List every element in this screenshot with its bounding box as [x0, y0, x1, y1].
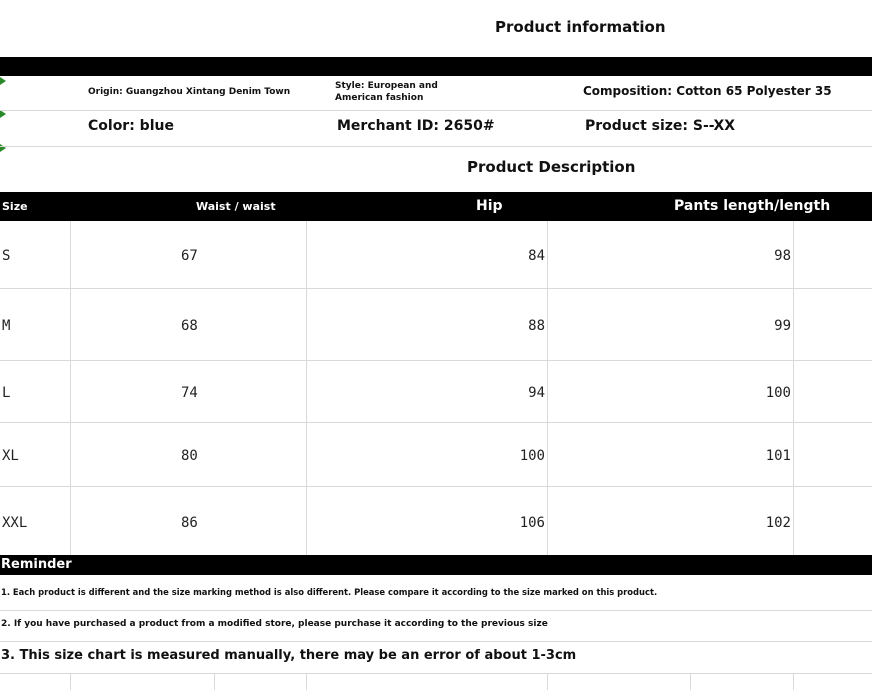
size-cell: M — [2, 318, 11, 334]
green-marker — [0, 77, 6, 85]
color-text: Color: blue — [88, 118, 174, 134]
header-waist: Waist / waist — [196, 200, 276, 213]
hip-cell: 94 — [528, 385, 545, 401]
grid-line — [70, 221, 71, 555]
reminder-divider — [0, 610, 872, 611]
size-cell: L — [2, 385, 11, 401]
reminder-divider — [0, 673, 872, 674]
waist-cell: 86 — [181, 515, 198, 531]
header-pants-length: Pants length/length — [674, 198, 831, 214]
reminder-bar — [0, 555, 872, 575]
hip-cell: 84 — [528, 248, 545, 264]
grid-line — [0, 360, 872, 361]
info-divider — [0, 146, 872, 147]
reminder-divider — [0, 641, 872, 642]
size-cell: S — [2, 248, 11, 264]
grid-line — [547, 673, 548, 690]
style-text-line2: American fashion — [335, 93, 424, 103]
reminder-item: 2. If you have purchased a product from a modified store, please purchase it according to the previous size — [1, 619, 548, 629]
header-size: Size — [2, 200, 28, 213]
hip-cell: 106 — [519, 515, 545, 531]
grid-line — [214, 673, 215, 690]
size-table-header — [0, 192, 872, 221]
grid-line — [0, 486, 872, 487]
grid-line — [793, 673, 794, 690]
reminder-title: Reminder — [1, 557, 72, 572]
info-divider — [0, 110, 872, 111]
grid-line — [0, 288, 872, 289]
length-cell: 100 — [765, 385, 791, 401]
grid-line — [306, 673, 307, 690]
origin-text: Origin: Guangzhou Xintang Denim Town — [88, 87, 291, 97]
reminder-item: 3. This size chart is measured manually, there may be an error of about 1-3cm — [1, 648, 577, 663]
grid-line — [70, 673, 71, 690]
waist-cell: 80 — [181, 448, 198, 464]
composition-text: Composition: Cotton 65 Polyester 35 — [583, 84, 832, 98]
green-marker — [0, 110, 6, 118]
grid-line — [0, 422, 872, 423]
grid-line — [306, 221, 307, 555]
grid-line — [690, 673, 691, 690]
grid-line — [793, 221, 794, 555]
header-divider-bar — [0, 57, 872, 76]
length-cell: 101 — [765, 448, 791, 464]
header-hip: Hip — [476, 198, 503, 214]
waist-cell: 74 — [181, 385, 198, 401]
merchant-id-text: Merchant ID: 2650# — [337, 118, 495, 134]
hip-cell: 100 — [519, 448, 545, 464]
product-size-text: Product size: S--XX — [585, 118, 736, 134]
size-cell: XL — [2, 448, 19, 464]
waist-cell: 67 — [181, 248, 198, 264]
length-cell: 98 — [774, 248, 791, 264]
length-cell: 99 — [774, 318, 791, 334]
product-description-title: Product Description — [467, 158, 636, 176]
product-information-title: Product information — [495, 18, 666, 36]
length-cell: 102 — [765, 515, 791, 531]
hip-cell: 88 — [528, 318, 545, 334]
size-cell: XXL — [2, 515, 28, 531]
grid-line — [547, 221, 548, 555]
reminder-item: 1. Each product is different and the size marking method is also different. Please compare it according to the size marked on this product. — [1, 587, 658, 597]
waist-cell: 68 — [181, 318, 198, 334]
style-text-line1: Style: European and — [335, 81, 438, 91]
